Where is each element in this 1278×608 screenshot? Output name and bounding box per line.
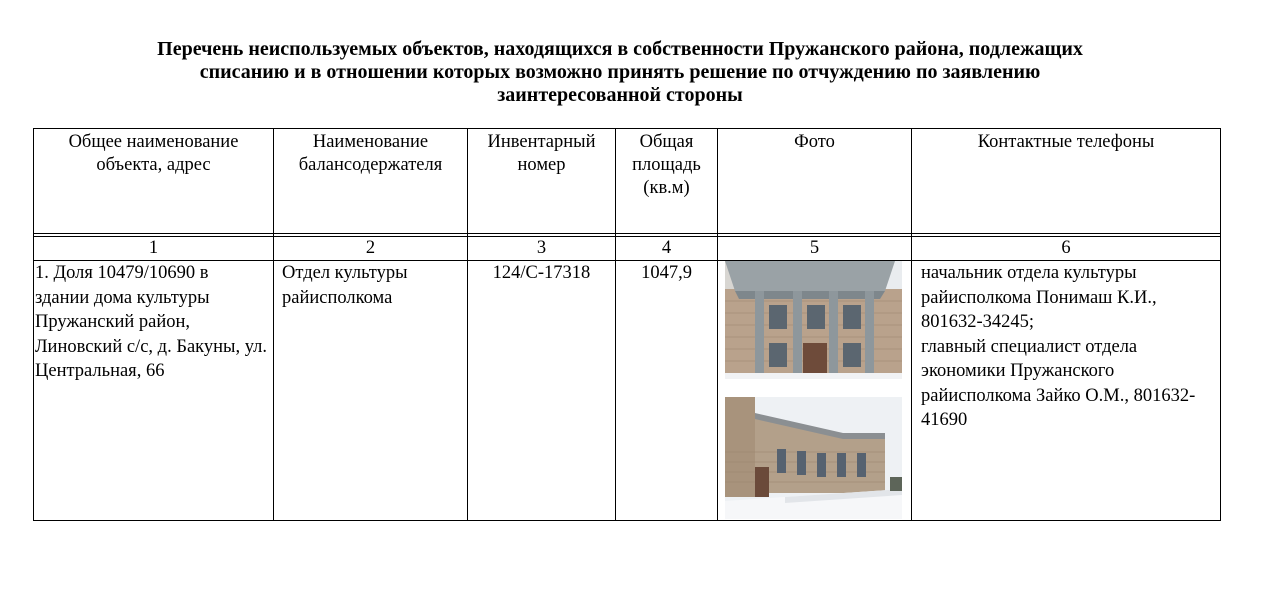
header-object: Общее наименование объекта, адрес bbox=[34, 129, 274, 234]
column-number: 3 bbox=[468, 237, 616, 261]
column-number: 4 bbox=[616, 237, 718, 261]
object-cell: 1. Доля 10479/10690 в здании дома культуры Пружанский район, Линовский с/с, д. Бакуны, ул. Центральная, 66 bbox=[34, 261, 274, 521]
header-photo: Фото bbox=[718, 129, 912, 234]
contacts-cell bbox=[912, 261, 1221, 521]
inventory-number-cell: 124/С-17318 bbox=[468, 261, 616, 521]
header-contacts: Контактные телефоны bbox=[912, 129, 1221, 234]
column-number: 1 bbox=[34, 237, 274, 261]
title-line-3: заинтересованной стороны bbox=[497, 84, 743, 106]
table-header-row bbox=[34, 129, 1221, 234]
column-number: 5 bbox=[718, 237, 912, 261]
header-owner: Наименование балансодержателя bbox=[274, 129, 468, 234]
building-photo-front bbox=[725, 261, 902, 379]
column-number: 2 bbox=[274, 237, 468, 261]
area-cell: 1047,9 bbox=[616, 261, 718, 521]
contact-2: главный специалист отдела экономики Пружанского райисполкома Зайко О.М., 801632-41690 bbox=[921, 336, 1196, 430]
contact-1: начальник отдела культуры райисполкома Понимаш К.И., 801632-34245; bbox=[921, 263, 1157, 332]
objects-table bbox=[33, 128, 1221, 521]
table-row bbox=[34, 261, 1221, 521]
column-number: 6 bbox=[912, 237, 1221, 261]
building-photo-side bbox=[725, 397, 902, 519]
owner-cell: Отдел культуры райисполкома bbox=[274, 261, 468, 521]
title-line-1: Перечень неиспользуемых объектов, находящихся в собственности Пружанского района, подлежащих bbox=[157, 38, 1083, 60]
header-inventory-number: Инвентарный номер bbox=[468, 129, 616, 234]
column-number-row bbox=[34, 237, 1221, 261]
header-area: Общая площадь (кв.м) bbox=[616, 129, 718, 234]
page-title bbox=[30, 38, 1210, 107]
title-line-2: списанию и в отношении которых возможно принять решение по отчуждению по заявлению bbox=[199, 61, 1041, 83]
photo-cell bbox=[718, 261, 912, 521]
